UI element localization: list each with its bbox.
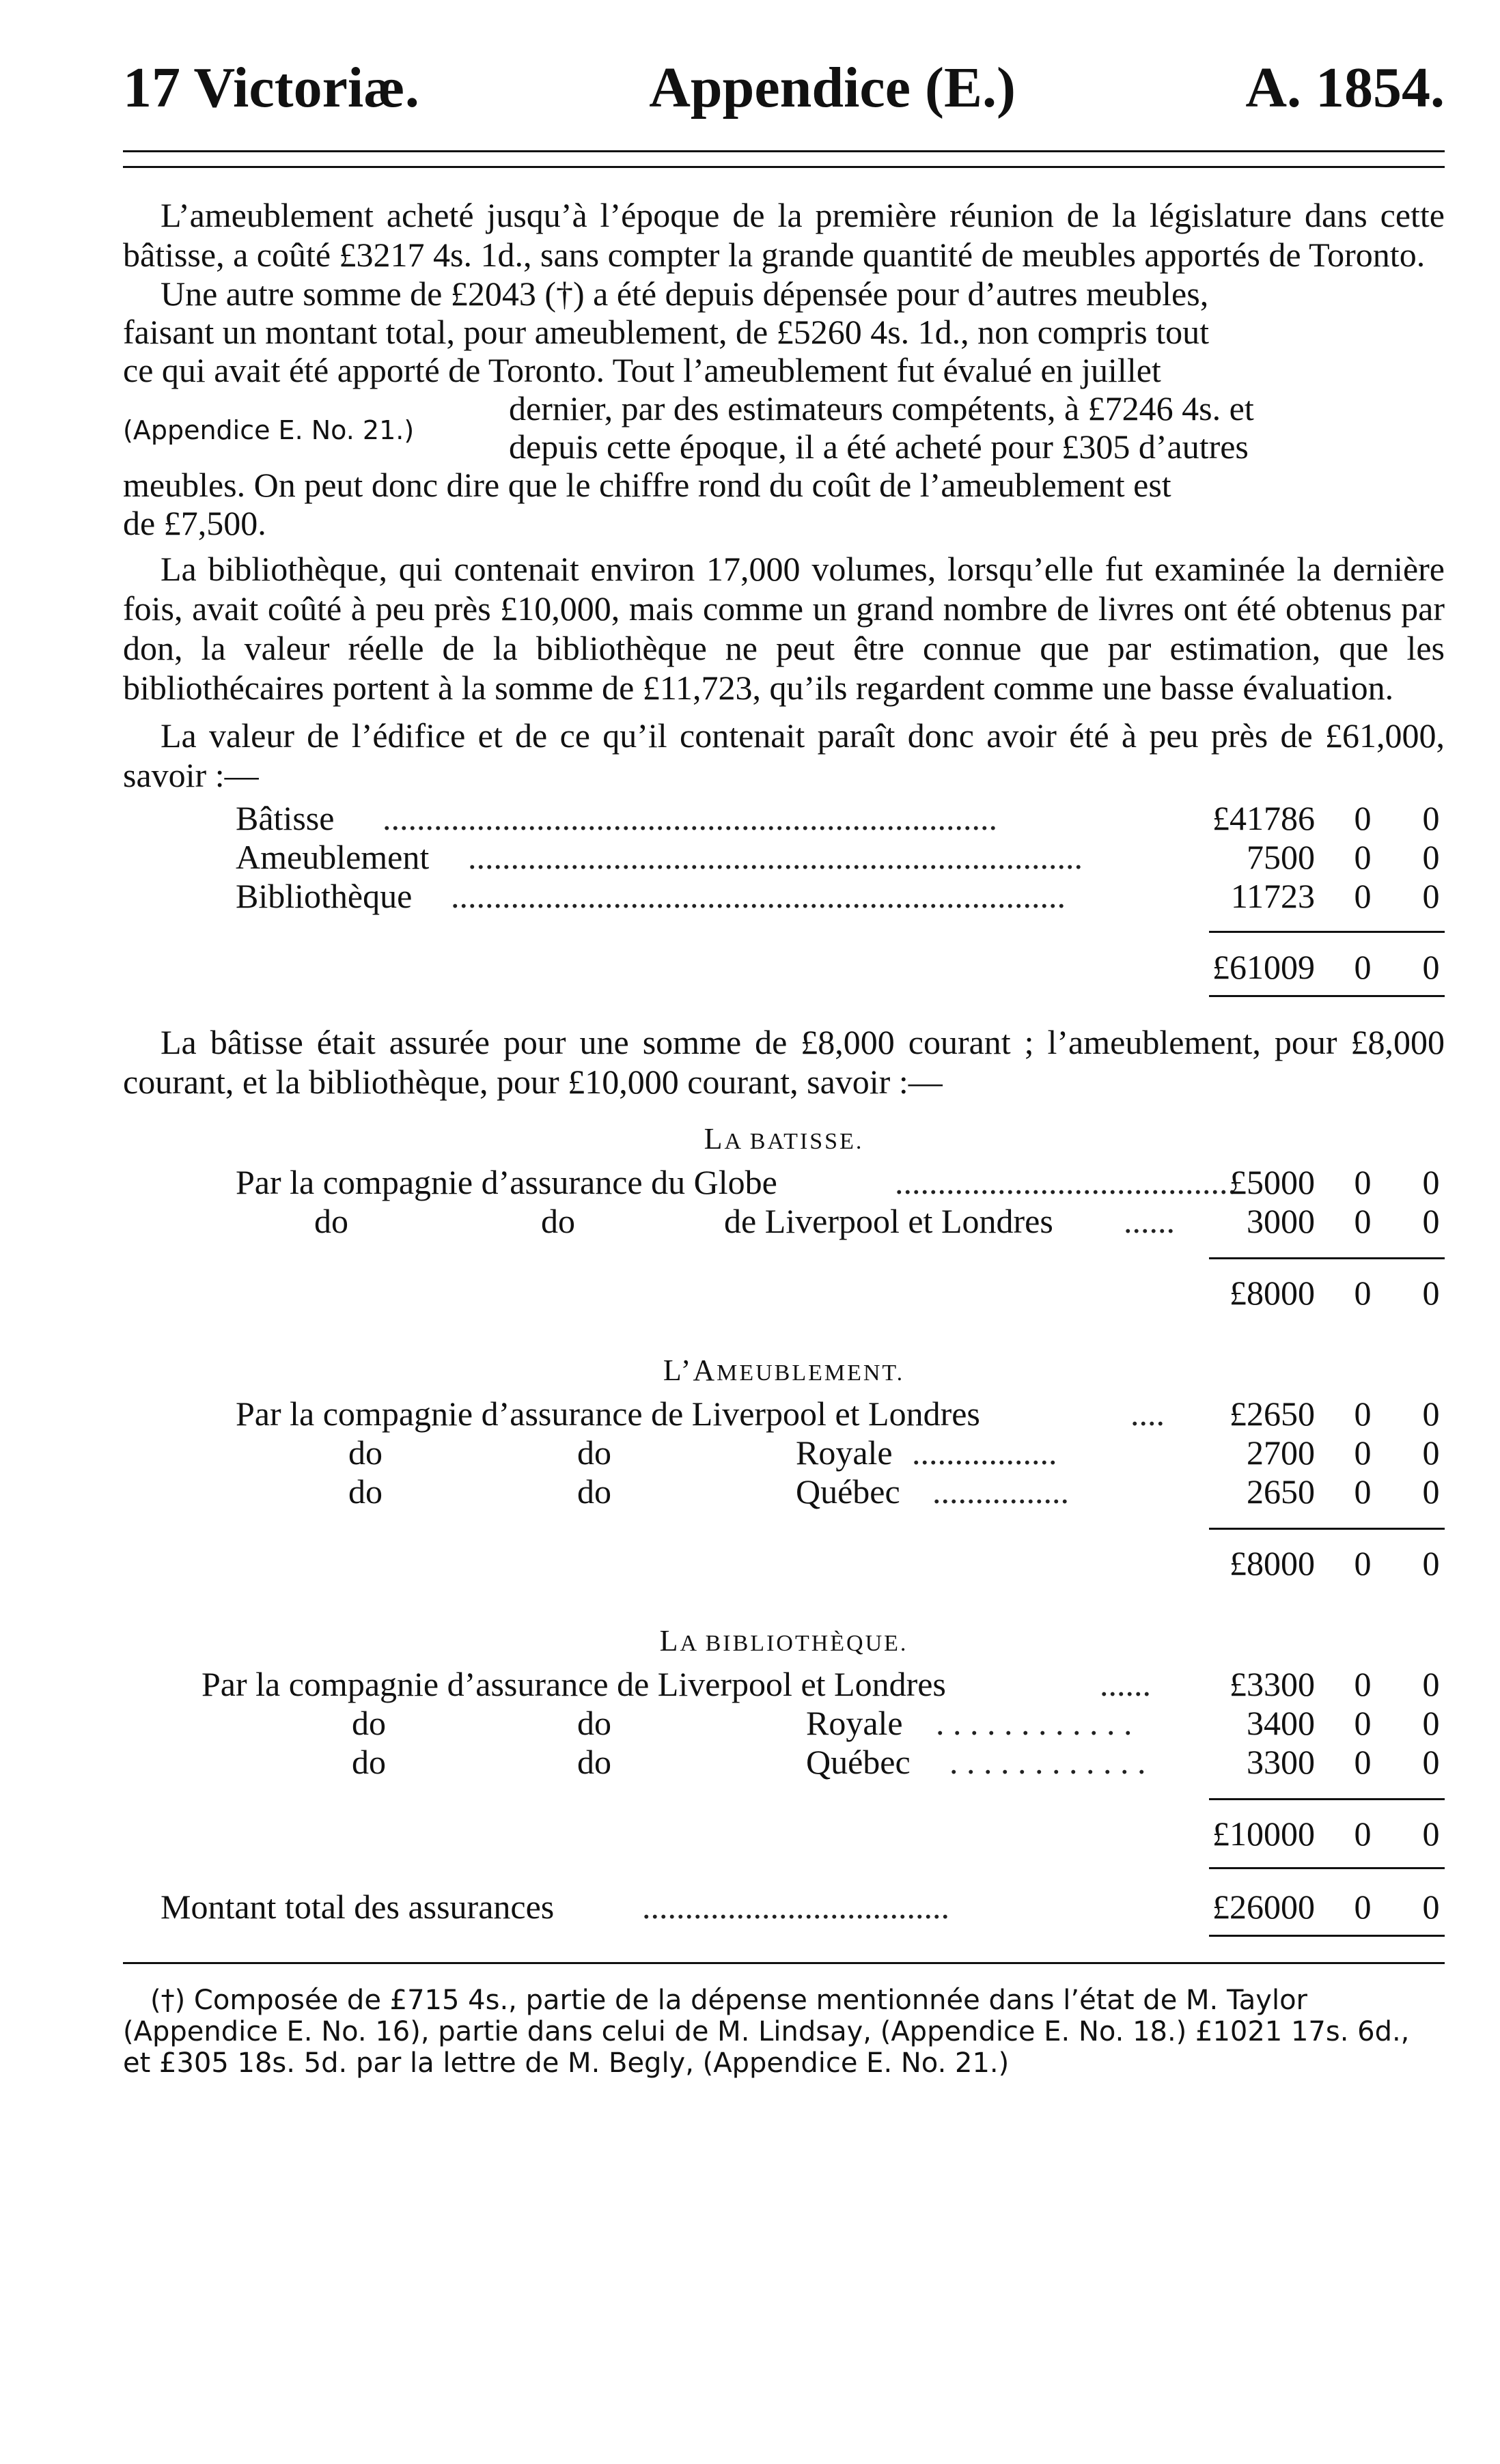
total-row bbox=[123, 1274, 1445, 1313]
row-amount: 11723 bbox=[1230, 877, 1315, 915]
grand-total-pence: 0 bbox=[1422, 1888, 1440, 1926]
row-company: Royale bbox=[796, 1433, 893, 1472]
batisse-table bbox=[123, 1163, 1445, 1313]
row-shillings: 0 bbox=[1354, 838, 1372, 876]
footnote: (†) Composée de £715 4s., partie de la dépense mentionnée dans l’état de M. Taylor (Appendice E. No. 16), partie dans celui de M. Lindsay, (Appendice E. No. 18.) £1021 17s. 6d., et £305 18s. 5d. par la lettre de M. Begly, (Appendice E. No. 21.) bbox=[123, 1985, 1410, 2079]
page-header bbox=[123, 55, 1445, 130]
row-company: Québec bbox=[796, 1472, 900, 1511]
row-shillings: 0 bbox=[1354, 1163, 1372, 1201]
row-amount: 3000 bbox=[1247, 1202, 1315, 1240]
total-amount: £8000 bbox=[1230, 1274, 1315, 1312]
leader-dots: ........................................................................ bbox=[383, 799, 997, 837]
row-amount: 2650 bbox=[1247, 1472, 1315, 1511]
table-row bbox=[123, 1202, 1445, 1241]
leader-dots: .... bbox=[1130, 1395, 1165, 1433]
row-pence: 0 bbox=[1422, 877, 1440, 915]
total-pence: 0 bbox=[1422, 1815, 1440, 1853]
table-row bbox=[123, 1665, 1445, 1704]
ameublement-table bbox=[123, 1395, 1445, 1583]
table-row bbox=[123, 1163, 1445, 1202]
leader-dots: .................................... bbox=[642, 1888, 949, 1926]
paragraph-total-value: La valeur de l’édifice et de ce qu’il contenait paraît donc avoir été à peu près de £61,000, savoir :— bbox=[123, 716, 1445, 794]
row-pence: 0 bbox=[1422, 1433, 1440, 1472]
row-company: Royale bbox=[806, 1704, 903, 1742]
row-pence: 0 bbox=[1422, 1395, 1440, 1433]
row-ditto-2: do bbox=[577, 1472, 611, 1511]
row-amount: 2700 bbox=[1247, 1433, 1315, 1472]
header-appendix: Appendice (E.) bbox=[649, 56, 1016, 120]
table-row bbox=[123, 1704, 1445, 1743]
grand-total-label: Montant total des assurances bbox=[161, 1888, 555, 1926]
total-pence: 0 bbox=[1422, 1544, 1440, 1582]
section-heading-bibliotheque: LA BIBLIOTHÈQUE. bbox=[659, 1624, 908, 1657]
section-heading-batisse: LA BATISSE. bbox=[704, 1122, 864, 1156]
leader-dots: ...... bbox=[1124, 1202, 1175, 1240]
row-ditto-1: do bbox=[348, 1472, 383, 1511]
margin-note: (Appendice E. No. 21.) bbox=[123, 415, 415, 445]
row-label: Par la compagnie d’assurance de Liverpool et Londres bbox=[236, 1395, 980, 1433]
para-line: faisant un montant total, pour ameublement, de £5260 4s. 1d., non compris tout bbox=[123, 313, 1210, 351]
table-row bbox=[123, 877, 1445, 916]
row-label: Par la compagnie d’assurance de Liverpool et Londres bbox=[202, 1665, 946, 1703]
row-pence: 0 bbox=[1422, 1472, 1440, 1511]
row-shillings: 0 bbox=[1354, 1472, 1372, 1511]
paragraph-furniture-additional bbox=[123, 275, 1445, 542]
row-pence: 0 bbox=[1422, 1704, 1440, 1742]
row-ditto-2: do bbox=[577, 1704, 611, 1742]
row-shillings: 0 bbox=[1354, 1395, 1372, 1433]
row-shillings: 0 bbox=[1354, 1743, 1372, 1781]
row-amount: 3300 bbox=[1247, 1743, 1315, 1781]
row-amount: £2650 bbox=[1230, 1395, 1315, 1433]
valuation-table bbox=[123, 799, 1445, 995]
table-row bbox=[123, 1743, 1445, 1782]
row-amount: £3300 bbox=[1230, 1665, 1315, 1703]
row-ditto-2: do bbox=[577, 1743, 611, 1781]
row-shillings: 0 bbox=[1354, 799, 1372, 837]
total-amount: £10000 bbox=[1212, 1815, 1315, 1853]
para-line: meubles. On peut donc dire que le chiffre rond du coût de l’ameublement est bbox=[123, 466, 1171, 504]
leader-dots: ........................................ bbox=[895, 1163, 1236, 1201]
table-row bbox=[123, 1433, 1445, 1472]
row-pence: 0 bbox=[1422, 1202, 1440, 1240]
paragraph-furniture-cost: L’ameublement acheté jusqu’à l’époque de la première réunion de la législature dans cette bâtisse, a coûté £3217 4s. 1d., sans compter la grande quantité de meubles apportés de Toronto. bbox=[123, 196, 1445, 274]
total-shillings: 0 bbox=[1354, 1274, 1372, 1312]
leader-dots: ................. bbox=[912, 1433, 1057, 1472]
row-amount: £41786 bbox=[1212, 799, 1315, 837]
paragraph-library: La bibliothèque, qui contenait environ 17,000 volumes, lorsqu’elle fut examinée la dernière fois, avait coûté à peu près £10,000, mais comme un grand nombre de livres ont été obtenus par don, la valeur réelle de la bibliothèque ne peut être connue que par estimation, que les bibliothécaires portent à la somme de £11,723, qu’ils regardent comme une basse évaluation. bbox=[123, 550, 1445, 707]
total-pence: 0 bbox=[1422, 948, 1440, 986]
total-amount: £8000 bbox=[1230, 1544, 1315, 1582]
para-line: depuis cette époque, il a été acheté pour £305 d’autres bbox=[509, 428, 1249, 466]
total-row bbox=[123, 1815, 1445, 1853]
para-line: ce qui avait été apporté de Toronto. Tout l’ameublement fut évalué en juillet bbox=[123, 351, 1161, 389]
row-shillings: 0 bbox=[1354, 1202, 1372, 1240]
grand-total-amount: £26000 bbox=[1212, 1888, 1315, 1926]
total-shillings: 0 bbox=[1354, 1544, 1372, 1582]
row-label: Bâtisse bbox=[236, 799, 335, 837]
row-pence: 0 bbox=[1422, 799, 1440, 837]
total-amount: £61009 bbox=[1212, 948, 1315, 986]
total-row bbox=[123, 948, 1445, 987]
total-row bbox=[123, 1544, 1445, 1583]
row-pence: 0 bbox=[1422, 1665, 1440, 1703]
leader-dots: ........................................................................ bbox=[468, 838, 1083, 876]
row-ditto-1: do bbox=[314, 1202, 348, 1240]
bibliotheque-table bbox=[123, 1665, 1445, 1853]
row-pence: 0 bbox=[1422, 838, 1440, 876]
row-amount: 3400 bbox=[1247, 1704, 1315, 1742]
table-row bbox=[123, 838, 1445, 877]
row-shillings: 0 bbox=[1354, 1433, 1372, 1472]
leader-dots: ................ bbox=[932, 1472, 1069, 1511]
row-ditto-1: do bbox=[352, 1704, 386, 1742]
paragraph-insurance: La bâtisse était assurée pour une somme de £8,000 courant ; l’ameublement, pour £8,000 courant, et la bibliothèque, pour £10,000 courant, savoir :— bbox=[123, 1023, 1445, 1101]
leader-dots: . . . . . . . . . . . . bbox=[949, 1743, 1146, 1781]
total-shillings: 0 bbox=[1354, 948, 1372, 986]
total-shillings: 0 bbox=[1354, 1815, 1372, 1853]
header-session: 17 Victoriæ. bbox=[123, 56, 419, 120]
row-shillings: 0 bbox=[1354, 877, 1372, 915]
table-row bbox=[123, 1472, 1445, 1511]
total-pence: 0 bbox=[1422, 1274, 1440, 1312]
document-page bbox=[123, 55, 1445, 2079]
para-line: de £7,500. bbox=[123, 504, 266, 542]
table-row bbox=[123, 799, 1445, 838]
leader-dots: ........................................................................ bbox=[451, 877, 1066, 915]
row-label: Bibliothèque bbox=[236, 877, 413, 915]
grand-total-shillings: 0 bbox=[1354, 1888, 1372, 1926]
row-amount: £5000 bbox=[1230, 1163, 1315, 1201]
header-year: A. 1854. bbox=[1245, 56, 1445, 120]
row-ditto-1: do bbox=[352, 1743, 386, 1781]
table-row bbox=[123, 1395, 1445, 1433]
row-pence: 0 bbox=[1422, 1743, 1440, 1781]
section-heading-ameublement: L’AMEUBLEMENT. bbox=[663, 1354, 905, 1387]
row-shillings: 0 bbox=[1354, 1665, 1372, 1703]
row-shillings: 0 bbox=[1354, 1704, 1372, 1742]
row-ditto-1: do bbox=[348, 1433, 383, 1472]
row-company: Québec bbox=[806, 1743, 911, 1781]
row-pence: 0 bbox=[1422, 1163, 1440, 1201]
row-amount: 7500 bbox=[1247, 838, 1315, 876]
row-ditto-2: do bbox=[541, 1202, 575, 1240]
row-ditto-2: do bbox=[577, 1433, 611, 1472]
row-label: Par la compagnie d’assurance du Globe bbox=[236, 1163, 777, 1201]
grand-total-row bbox=[123, 1888, 1445, 1927]
row-label: Ameublement bbox=[236, 838, 430, 876]
row-company: de Liverpool et Londres bbox=[724, 1202, 1053, 1240]
para-line: Une autre somme de £2043 (†) a été depuis dépensée pour d’autres meubles, bbox=[161, 275, 1209, 313]
leader-dots: ...... bbox=[1100, 1665, 1151, 1703]
leader-dots: . . . . . . . . . . . . bbox=[936, 1704, 1133, 1742]
para-line: dernier, par des estimateurs compétents, à £7246 4s. et bbox=[509, 389, 1254, 428]
